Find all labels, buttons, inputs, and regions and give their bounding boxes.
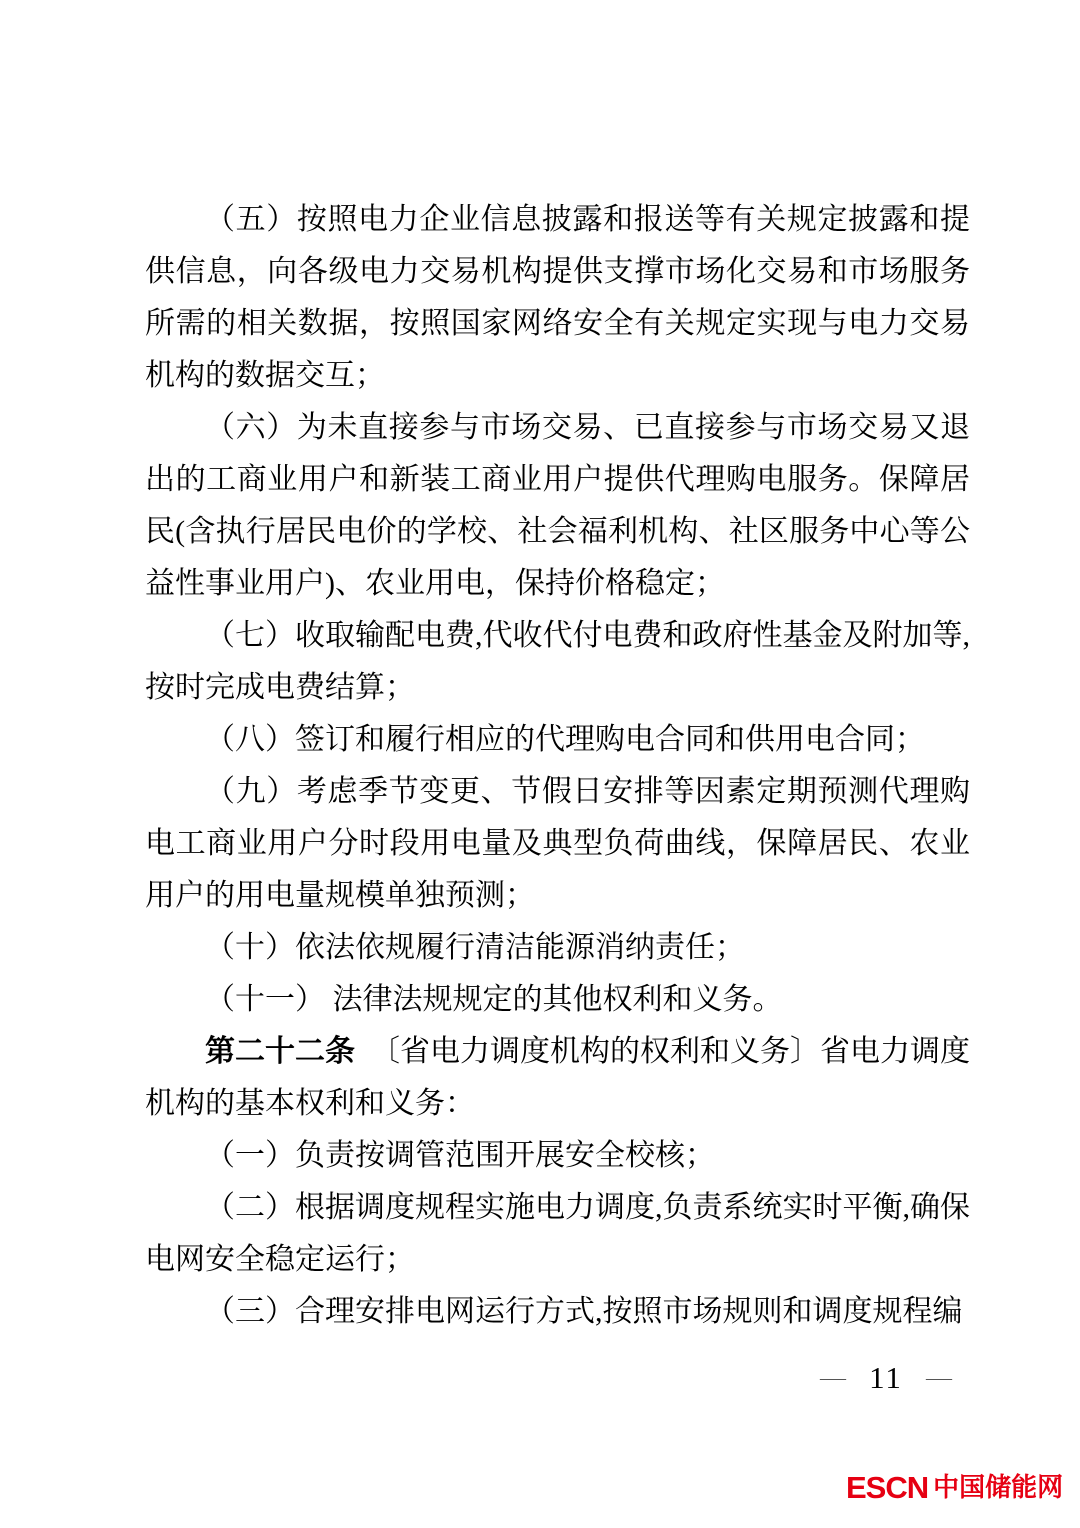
document-body	[145, 194, 970, 1338]
paragraph	[145, 1182, 970, 1286]
page-footer	[820, 1360, 952, 1396]
paragraph	[145, 974, 970, 1026]
paragraph-text: （二）根据调度规程实施电力调度,负责系统实时平衡,确保电网安全稳定运行；	[145, 1191, 970, 1276]
paragraph-text: （九）考虑季节变更、节假日安排等因素定期预测代理购电工商业用户分时段用电量及典型负荷曲线，保障居民、农业用户的用电量规模单独预测；	[145, 775, 970, 912]
paragraph-text: （十一） 法律法规规定的其他权利和义务。	[205, 983, 783, 1016]
footer-dash-right: —	[925, 1366, 952, 1390]
paragraph-text: （五）按照电力企业信息披露和报送等有关规定披露和提供信息，向各级电力交易机构提供支撑市场化交易和市场服务所需的相关数据，按照国家网络安全有关规定实现与电力交易机构的数据交互；	[145, 203, 970, 392]
paragraph	[145, 1026, 970, 1130]
paragraph-text: （一）负责按调管范围开展安全校核；	[205, 1139, 715, 1172]
paragraph	[145, 610, 970, 714]
logo-latin-text: ESCN	[846, 1469, 929, 1505]
footer-dash-left: —	[820, 1366, 846, 1390]
paragraph-text: （十）依法依规履行清洁能源消纳责任；	[205, 931, 745, 964]
logo-cjk-text: 中国储能网	[933, 1472, 1064, 1502]
article-number: 第二十二条	[205, 1035, 355, 1068]
paragraph	[145, 714, 970, 766]
paragraph	[145, 194, 970, 402]
paragraph-text: （七）收取输配电费,代收代付电费和政府性基金及附加等,按时完成电费结算；	[145, 619, 970, 704]
paragraph-text: 〔省电力调度机构的权利和义务〕省电力调度机构的基本权利和义务：	[145, 1035, 970, 1120]
paragraph	[145, 1130, 970, 1182]
paragraph-text: （三）合理安排电网运行方式,按照市场规则和调度规程编	[205, 1295, 963, 1328]
escn-logo	[846, 1470, 1063, 1504]
paragraph	[145, 766, 970, 922]
page-number: 11	[869, 1360, 903, 1395]
paragraph	[145, 1286, 970, 1338]
paragraph	[145, 922, 970, 974]
paragraph-text: （六）为未直接参与市场交易、已直接参与市场交易又退出的工商业用户和新装工商业用户提供代理购电服务。保障居民(含执行居民电价的学校、社会福利机构、社区服务中心等公益性事业用户)、农业用电，保持价格稳定；	[145, 411, 970, 600]
paragraph	[145, 402, 970, 610]
paragraph-text: （八）签订和履行相应的代理购电合同和供用电合同；	[205, 723, 925, 756]
